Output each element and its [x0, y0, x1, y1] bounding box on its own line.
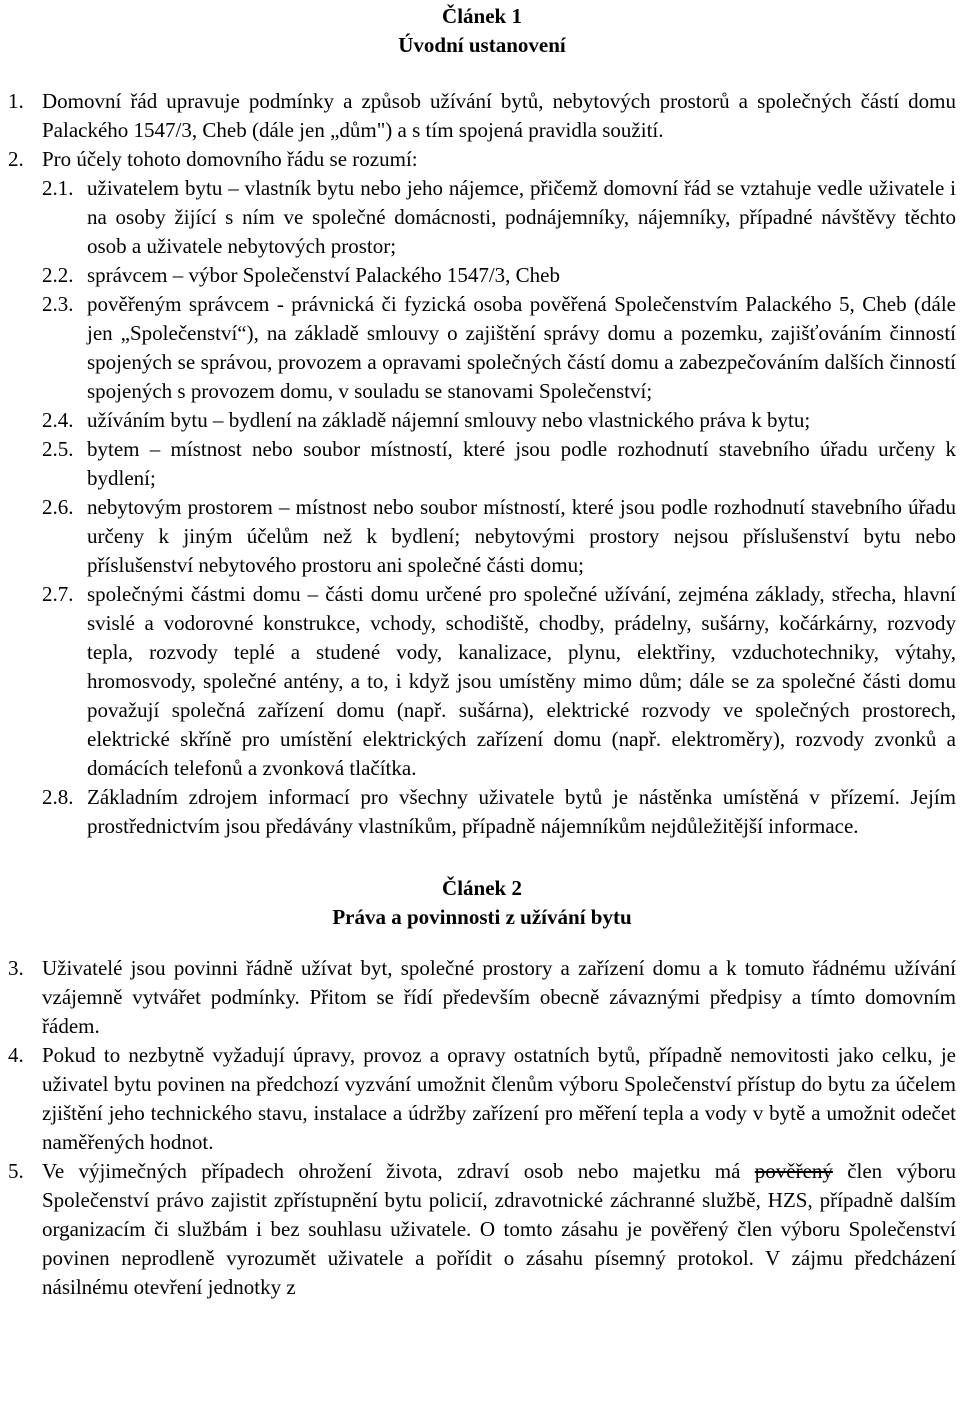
paragraph-text: Pro účely tohoto domovního řádu se rozumí: — [42, 147, 418, 171]
definition-2-7 — [8, 580, 956, 783]
definition-text: správcem – výbor Společenství Palackého 1547/3, Cheb — [87, 263, 560, 287]
definition-2-8 — [8, 783, 956, 841]
paragraph-number: 1. — [8, 89, 24, 113]
definitions-list — [8, 174, 956, 841]
definition-number: 2.1. — [42, 176, 74, 200]
definition-text: užíváním bytu – bydlení na základě nájemní smlouvy nebo vlastnického práva k bytu; — [87, 408, 811, 432]
definition-2-5 — [8, 435, 956, 493]
paragraph-number: 5. — [8, 1159, 24, 1183]
text-segment: Ve výjimečných případech ohrožení života, zdraví osob nebo majetku má — [42, 1159, 755, 1183]
definition-number: 2.5. — [42, 437, 74, 461]
paragraph-number: 4. — [8, 1043, 24, 1067]
article-2-items — [8, 954, 956, 1302]
definition-2-3 — [8, 290, 956, 406]
definition-text: pověřeným správcem - právnická či fyzická osoba pověřená Společenstvím Palackého 5, Cheb (dále jen „Společenství“), na základě smlouvy o zajištění správy domu a pozemku, zajišťováním činností spojených se správou, provozem a opravami společných částí domu a zabezpečováním dalších činností spojených s provozem domu, v souladu se stanovami Společenství; — [87, 292, 956, 403]
article-1-title — [8, 0, 956, 60]
paragraph-4 — [8, 1041, 956, 1157]
definition-2-1 — [8, 174, 956, 261]
definition-text: nebytovým prostorem – místnost nebo soubor místností, které jsou podle rozhodnutí stavebního úřadu určeny k jiným účelům než k bydlení; nebytovými prostory nejsou příslušenství bytu nebo příslušenství nebytového prostoru ani společné části domu; — [87, 495, 956, 577]
paragraph-text — [42, 1157, 956, 1302]
definition-text: společnými částmi domu – části domu určené pro společné užívání, zejména základy, střecha, hlavní svislé a vodorovné konstrukce, vchody, schodiště, chodby, prádelny, sušárny, kočárkárny, rozvody tepla, rozvody teplé a studené vody, kanalizace, plynu, elektřiny, vzduchotechniky, výtahy, hromosvody, společné antény, a to, i když jsou umístěny mimo dům; dále se za společné části domu považují společná zařízení domu (např. sušárna), elektrické rozvody ve společných prostorech, elektrické skříně pro umístění elektrických zařízení domu (např. elektroměry), rozvody zvonků a domácích telefonů a zvonková tlačítka. — [87, 582, 956, 780]
definition-2-4 — [8, 406, 956, 435]
paragraph-number: 2. — [8, 147, 24, 171]
paragraph-3 — [8, 954, 956, 1041]
paragraph-text: Domovní řád upravuje podmínky a způsob užívání bytů, nebytových prostorů a společných částí domu Palackého 1547/3, Cheb (dále jen „dům") a s tím spojená pravidla soužití. — [42, 89, 956, 142]
paragraph-text: Pokud to nezbytně vyžadují úpravy, provoz a opravy ostatních bytů, případně nemovitosti jako celku, je uživatel bytu povinen na předchozí vyzvání umožnit členům výboru Společenství přístup do bytu za účelem zjištění jeho technického stavu, instalace a údržby zařízení pro měření tepla a vody v bytě a umožnit odečet naměřených hodnot. — [42, 1043, 956, 1154]
article-1-heading: Článek 1 — [442, 4, 522, 28]
definition-text: bytem – místnost nebo soubor místností, které jsou podle rozhodnutí stavebního úřadu určeny k bydlení; — [87, 437, 956, 490]
definition-text: uživatelem bytu – vlastník bytu nebo jeho nájemce, přičemž domovní řád se vztahuje vedle uživatele i na osoby žijící s ním ve společné domácnosti, podnájemníky, nájemníky, případné návštěvy těchto osob a uživatele nebytových prostor; — [87, 176, 956, 258]
paragraph-number: 3. — [8, 956, 24, 980]
definition-number: 2.2. — [42, 263, 74, 287]
struck-text: pověřený — [754, 1159, 833, 1183]
paragraph-5 — [8, 1157, 956, 1302]
definition-number: 2.4. — [42, 408, 74, 432]
paragraph-1 — [8, 87, 956, 145]
article-1-items — [8, 87, 956, 174]
text-segment: člen výboru Společenství právo zajistit zpřístupnění bytu policií, zdravotnické záchranné službě, HZS, případně dalším organizacím či službám i bez souhlasu uživatele. O tomto zásahu je pověřený člen výboru Společenství povinen neprodleně vyrozumět uživatele a pořídit o zásahu písemný protokol. V zájmu předcházení násilnému otevření jednotky z — [42, 1159, 956, 1299]
definition-number: 2.8. — [42, 785, 74, 809]
definition-2-6 — [8, 493, 956, 580]
article-1-subheading: Úvodní ustanovení — [398, 33, 566, 57]
definition-number: 2.7. — [42, 582, 74, 606]
paragraph-2 — [8, 145, 956, 174]
article-2-heading: Článek 2 — [442, 876, 522, 900]
definition-number: 2.6. — [42, 495, 74, 519]
paragraph-text: Uživatelé jsou povinni řádně užívat byt, společné prostory a zařízení domu a k tomuto řádnému užívání vzájemně vytvářet podmínky. Přitom se řídí především obecně závaznými předpisy a tímto domovním řádem. — [42, 956, 956, 1038]
article-2-title — [8, 841, 956, 932]
definition-text: Základním zdrojem informací pro všechny uživatele bytů je nástěnka umístěná v přízemí. Jejím prostřednictvím jsou předávány vlastníkům, případně nájemníkům nejdůležitější informace. — [87, 785, 956, 838]
article-2-subheading: Práva a povinnosti z užívání bytu — [332, 905, 632, 929]
definition-2-2 — [8, 261, 956, 290]
definition-number: 2.3. — [42, 292, 74, 316]
